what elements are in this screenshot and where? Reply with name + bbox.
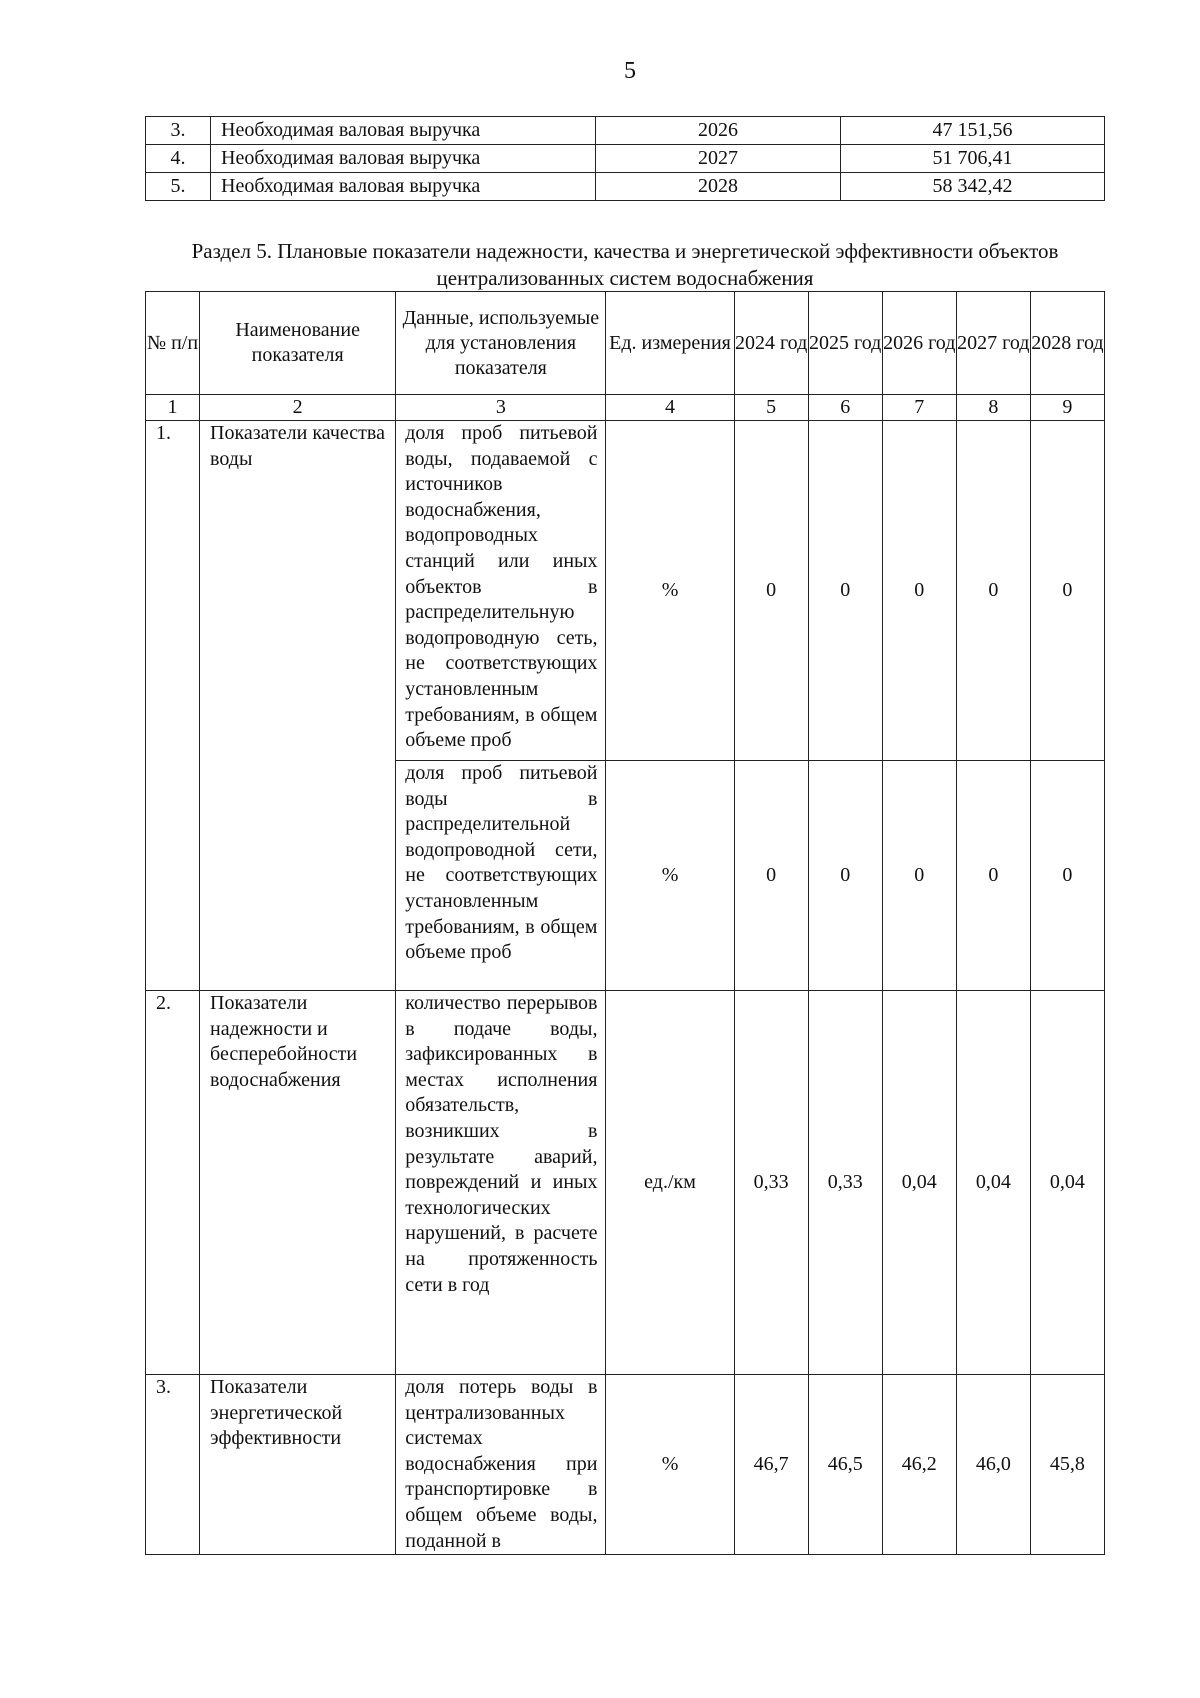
header-row: [146, 292, 1105, 395]
value-2024: 46,7: [734, 1375, 808, 1555]
table-row: [146, 991, 1105, 1375]
value-2026: 0: [882, 421, 956, 761]
table-row: [146, 421, 1105, 761]
value-2026: 0,04: [882, 991, 956, 1375]
value-2024: 0: [734, 421, 808, 761]
row-year: 2026: [596, 117, 841, 145]
row-value: 51 706,41: [841, 145, 1105, 173]
header-year-2026: 2026 год: [882, 292, 956, 395]
column-index: 4: [606, 395, 734, 421]
page-number: 5: [624, 58, 636, 84]
indicator-data: доля потерь воды в централизованных системах водоснабжения при транспортировке в общем объеме воды, поданной в: [396, 1375, 606, 1555]
indicator-name: Показатели энергетической эффективности: [200, 1375, 396, 1555]
header-num: № п/п: [146, 292, 200, 395]
column-index-row: [146, 395, 1105, 421]
unit-cell: %: [606, 761, 734, 991]
value-2027: 0,04: [956, 991, 1030, 1375]
group-number: 2.: [146, 991, 200, 1375]
value-2028: 0: [1030, 421, 1104, 761]
unit-cell: %: [606, 1375, 734, 1555]
header-year-2028: 2028 год: [1030, 292, 1104, 395]
table-row: [146, 117, 1105, 145]
indicator-data: доля проб питьевой воды, подаваемой с источников водоснабжения, водопроводных станций или иных объектов в распределительную водопроводную сеть, не соответствующих установленным требованиям, в общем объеме проб: [396, 421, 606, 761]
value-2027: 0: [956, 421, 1030, 761]
indicator-data: количество перерывов в подаче воды, зафиксированных в местах исполнения обязательств, возникших в результате аварий, повреждений и иных технологических нарушений, в расчете на протяженность сети в год: [396, 991, 606, 1375]
value-2025: 0: [808, 421, 882, 761]
row-value: 58 342,42: [841, 173, 1105, 201]
column-index: 7: [882, 395, 956, 421]
section-title: Раздел 5. Плановые показатели надежности, качества и энергетической эффективности объектов централизованных систем водоснабжения: [191, 239, 1059, 290]
group-number: 1.: [146, 421, 200, 991]
indicator-name: Показатели качества воды: [200, 421, 396, 991]
value-2028: 0,04: [1030, 991, 1104, 1375]
row-number: 5.: [146, 173, 211, 201]
row-number: 3.: [146, 117, 211, 145]
row-number: 4.: [146, 145, 211, 173]
row-name: Необходимая валовая выручка: [211, 173, 596, 201]
row-name: Необходимая валовая выручка: [211, 145, 596, 173]
value-2024: 0,33: [734, 991, 808, 1375]
indicator-name: Показатели надежности и бесперебойности водоснабжения: [200, 991, 396, 1375]
unit-cell: %: [606, 421, 734, 761]
value-2027: 46,0: [956, 1375, 1030, 1555]
row-year: 2028: [596, 173, 841, 201]
value-2027: 0: [956, 761, 1030, 991]
column-index: 1: [146, 395, 200, 421]
header-name: Наименование показателя: [200, 292, 396, 395]
header-year-2024: 2024 год: [734, 292, 808, 395]
column-index: 2: [200, 395, 396, 421]
value-2025: 0,33: [808, 991, 882, 1375]
header-data: Данные, используемые для установления показателя: [396, 292, 606, 395]
group-number: 3.: [146, 1375, 200, 1555]
table-row: [146, 145, 1105, 173]
value-2025: 46,5: [808, 1375, 882, 1555]
header-year-2027: 2027 год: [956, 292, 1030, 395]
row-year: 2027: [596, 145, 841, 173]
value-2025: 0: [808, 761, 882, 991]
column-index: 5: [734, 395, 808, 421]
column-index: 3: [396, 395, 606, 421]
revenue-table: [145, 116, 1105, 201]
indicators-table: [145, 291, 1105, 1555]
value-2028: 0: [1030, 761, 1104, 991]
header-unit: Ед. измерения: [606, 292, 734, 395]
value-2026: 0: [882, 761, 956, 991]
column-index: 9: [1030, 395, 1104, 421]
table-row: [146, 173, 1105, 201]
indicator-data: доля проб питьевой воды в распределительной водопроводной сети, не соответствующих установленным требованиям, в общем объеме проб: [396, 761, 606, 991]
header-year-2025: 2025 год: [808, 292, 882, 395]
table-row: [146, 1375, 1105, 1555]
unit-cell: ед./км: [606, 991, 734, 1375]
value-2028: 45,8: [1030, 1375, 1104, 1555]
row-value: 47 151,56: [841, 117, 1105, 145]
column-index: 8: [956, 395, 1030, 421]
value-2024: 0: [734, 761, 808, 991]
column-index: 6: [808, 395, 882, 421]
value-2026: 46,2: [882, 1375, 956, 1555]
row-name: Необходимая валовая выручка: [211, 117, 596, 145]
